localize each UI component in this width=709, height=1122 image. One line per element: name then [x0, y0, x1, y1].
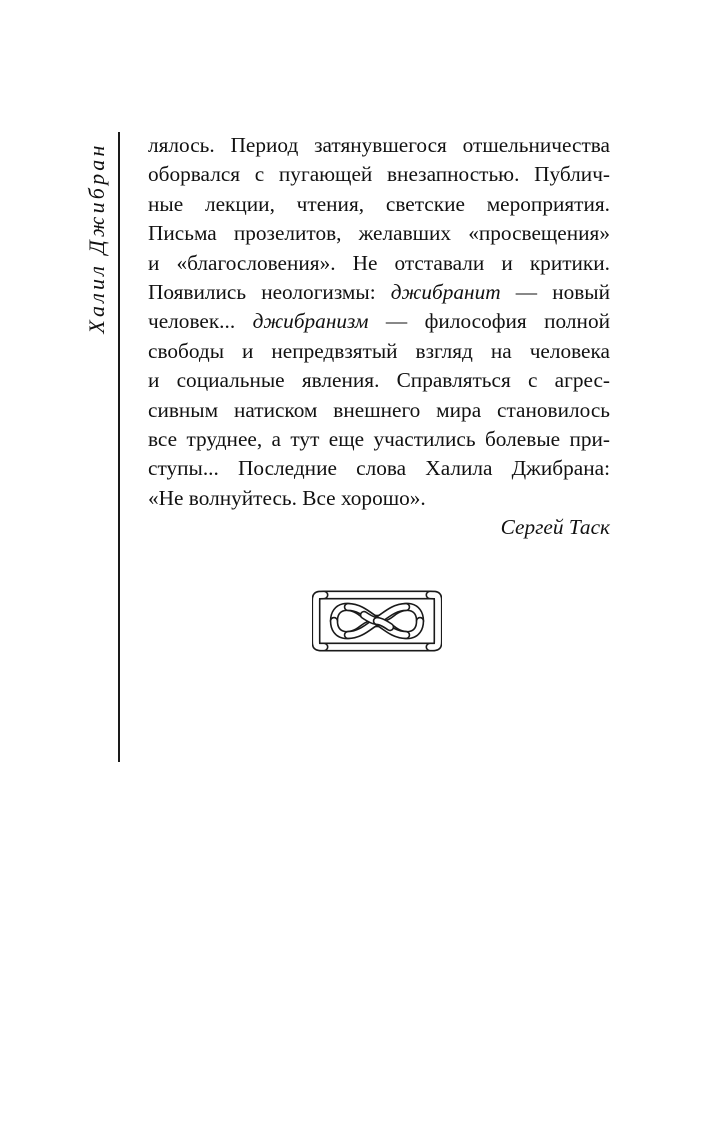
paragraph-line — [148, 454, 610, 483]
signature-author: Сергей Таск — [500, 515, 610, 539]
paragraph-line — [148, 484, 610, 513]
text-run: и социальные явления. Справляться с агрес- — [148, 368, 610, 393]
paragraph-line — [148, 307, 610, 336]
text-run: Письма прозелитов, желавших «просвещения» — [148, 221, 610, 246]
paragraph-line — [148, 190, 610, 219]
paragraph-line — [148, 219, 610, 248]
text-run: все труднее, а тут еще участились болевые при- — [148, 427, 610, 452]
text-run: оборвался с пугающей внезапностью. Публич- — [148, 162, 610, 187]
paragraph-line — [148, 425, 610, 454]
paragraph-line — [148, 278, 610, 307]
running-head-author: Халил Джибран — [84, 142, 109, 334]
paragraph-line — [148, 131, 610, 160]
text-run: и «благословения». Не отставали и критики. — [148, 250, 610, 275]
paragraph-line — [148, 396, 610, 425]
italic-term: джибранит — [390, 280, 501, 305]
text-run: свободы и непредвзятый взгляд на человека — [148, 338, 610, 363]
text-run: лялось. Период затянувшегося отшельничества — [148, 133, 610, 157]
text-run: Появились неологизмы: — [148, 280, 391, 305]
body-paragraph — [148, 131, 610, 513]
text-run: — философия полной — [368, 309, 610, 334]
text-run: — новый — [500, 280, 610, 305]
text-run: ные лекции, чтения, светские мероприятия. — [148, 191, 610, 216]
paragraph-line — [148, 160, 610, 189]
paragraph-line — [148, 337, 610, 366]
celtic-knot-ornament-icon — [312, 585, 442, 657]
text-run: человек... — [148, 309, 253, 334]
paragraph-line — [148, 366, 610, 395]
paragraph-line — [148, 249, 610, 278]
running-head — [72, 128, 122, 348]
text-run: ступы... Последние слова Халила Джибрана: — [148, 456, 610, 481]
text-run: сивным натиском внешнего мира становилось — [148, 397, 610, 422]
italic-term: джибранизм — [252, 309, 369, 334]
margin-rule — [118, 132, 120, 762]
text-run: «Не волнуйтесь. Все хорошо». — [148, 485, 426, 510]
